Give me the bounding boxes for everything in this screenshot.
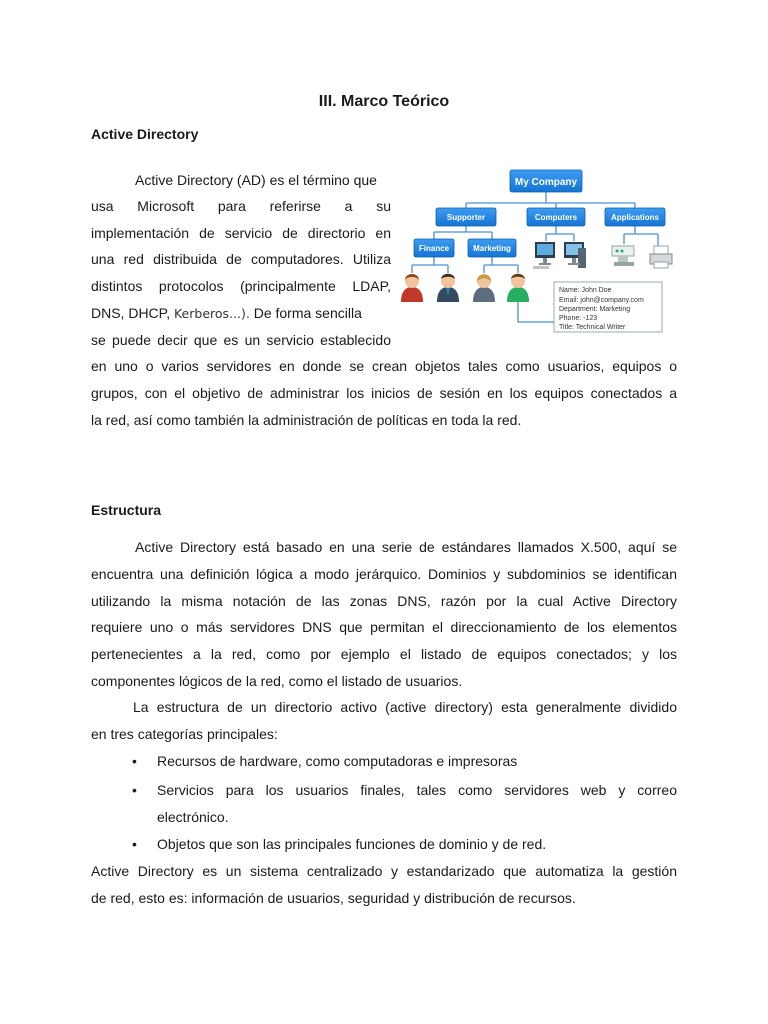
paragraph-line: se puede decir que es un servicio establecido	[91, 332, 391, 348]
paragraph-line: La estructura de un directorio activo (active directory) esta generalmente dividido	[133, 699, 677, 715]
text-segment: DNS, DHCP,	[91, 305, 174, 321]
bullet-marker: •	[132, 836, 137, 852]
info-phone: Phone: -123	[559, 315, 598, 322]
paragraph-line: grupos, con el objetivo de administrar los inicios de sesión en los equipos conectados a	[91, 385, 677, 401]
diagram-node-supporter	[436, 208, 496, 226]
bullet-item: Servicios para los usuarios finales, tales como servidores web y correo	[157, 782, 677, 798]
info-department: Department: Marketing	[559, 306, 631, 313]
info-name: Name: John Doe	[559, 287, 612, 294]
info-email: Email: john@company.com	[559, 297, 644, 304]
paragraph-line: Active Directory es un sistema centralizado y estandarizado que automatiza la gestión	[91, 863, 677, 879]
user-icon	[507, 274, 529, 302]
paragraph-line: implementación de servicio de directorio en	[91, 225, 391, 241]
paragraph-line: requiere uno o más servidores DNS que permitan el direccionamiento de los elementos	[91, 619, 677, 635]
paragraph-line: de red, esto es: información de usuarios, seguridad y distribución de recursos.	[91, 890, 576, 906]
paragraph-line	[91, 305, 391, 322]
paragraph-line: en uno o varios servidores en donde se crean objetos tales como usuarios, equipos o	[91, 358, 677, 374]
svg-text:Applications: Applications	[610, 213, 660, 222]
paragraph-line: una red distribuida de computadores. Utiliza	[91, 251, 391, 267]
paragraph-line: utilizando la misma notación de las zonas DNS, razón por la cual Active Directory	[91, 593, 677, 609]
diagram-node-applications	[605, 208, 665, 226]
kerberos-text: Kerberos...).	[173, 306, 250, 321]
svg-text:Supporter: Supporter	[446, 213, 486, 222]
user-icon	[401, 274, 423, 302]
computer-icon	[564, 242, 586, 268]
user-info-card	[554, 282, 662, 332]
printer-icon	[650, 246, 672, 268]
svg-text:Finance: Finance	[418, 244, 450, 253]
bullet-item: Recursos de hardware, como computadoras e impresoras	[157, 753, 518, 769]
page-title: III. Marco Teórico	[318, 93, 450, 110]
paragraph-line: componentes lógicos de la red, como el listado de usuarios.	[91, 673, 463, 689]
diagram-node-computers	[527, 208, 585, 226]
diagram-node-marketing	[468, 239, 516, 257]
paragraph-line: en tres categorías principales:	[91, 726, 278, 742]
info-title: Title: Technical Writer	[559, 324, 626, 331]
paragraph-line: distintos protocolos (principalmente LDAP,	[91, 278, 391, 294]
paragraph-line: la red, así como también la administración de políticas en toda la red.	[91, 412, 522, 428]
org-chart-diagram	[398, 166, 688, 334]
paragraph-line: Active Directory (AD) es el término que	[135, 172, 377, 188]
paragraph-line: encuentra una definición lógica a modo jerárquico. Dominios y subdominios se identifican	[91, 566, 677, 582]
paragraph-line: usa Microsoft para referirse a su	[91, 198, 391, 214]
text-segment: De forma sencilla	[249, 305, 362, 321]
user-icon	[437, 274, 459, 302]
svg-text:Computers: Computers	[534, 213, 578, 222]
root-label: My Company	[514, 177, 578, 188]
section-heading-estructura: Estructura	[91, 502, 162, 518]
section-heading-active-directory: Active Directory	[91, 126, 199, 142]
bullet-marker: •	[132, 782, 137, 798]
svg-text:Marketing: Marketing	[473, 244, 511, 253]
user-icon	[473, 274, 495, 302]
diagram-node-root	[510, 170, 582, 192]
paragraph-line: pertenecientes a la red, como por ejemplo el listado de equipos conectados; y los	[91, 646, 677, 662]
diagram-node-finance	[414, 239, 454, 257]
computer-icon	[533, 242, 555, 269]
bullet-item-continued: electrónico.	[157, 809, 229, 825]
paragraph-line: Active Directory está basado en una serie de estándares llamados X.500, aquí se	[135, 539, 677, 555]
bullet-item: Objetos que son las principales funciones de dominio y de red.	[157, 836, 547, 852]
bullet-marker: •	[132, 753, 137, 769]
network-device-icon	[612, 246, 634, 266]
